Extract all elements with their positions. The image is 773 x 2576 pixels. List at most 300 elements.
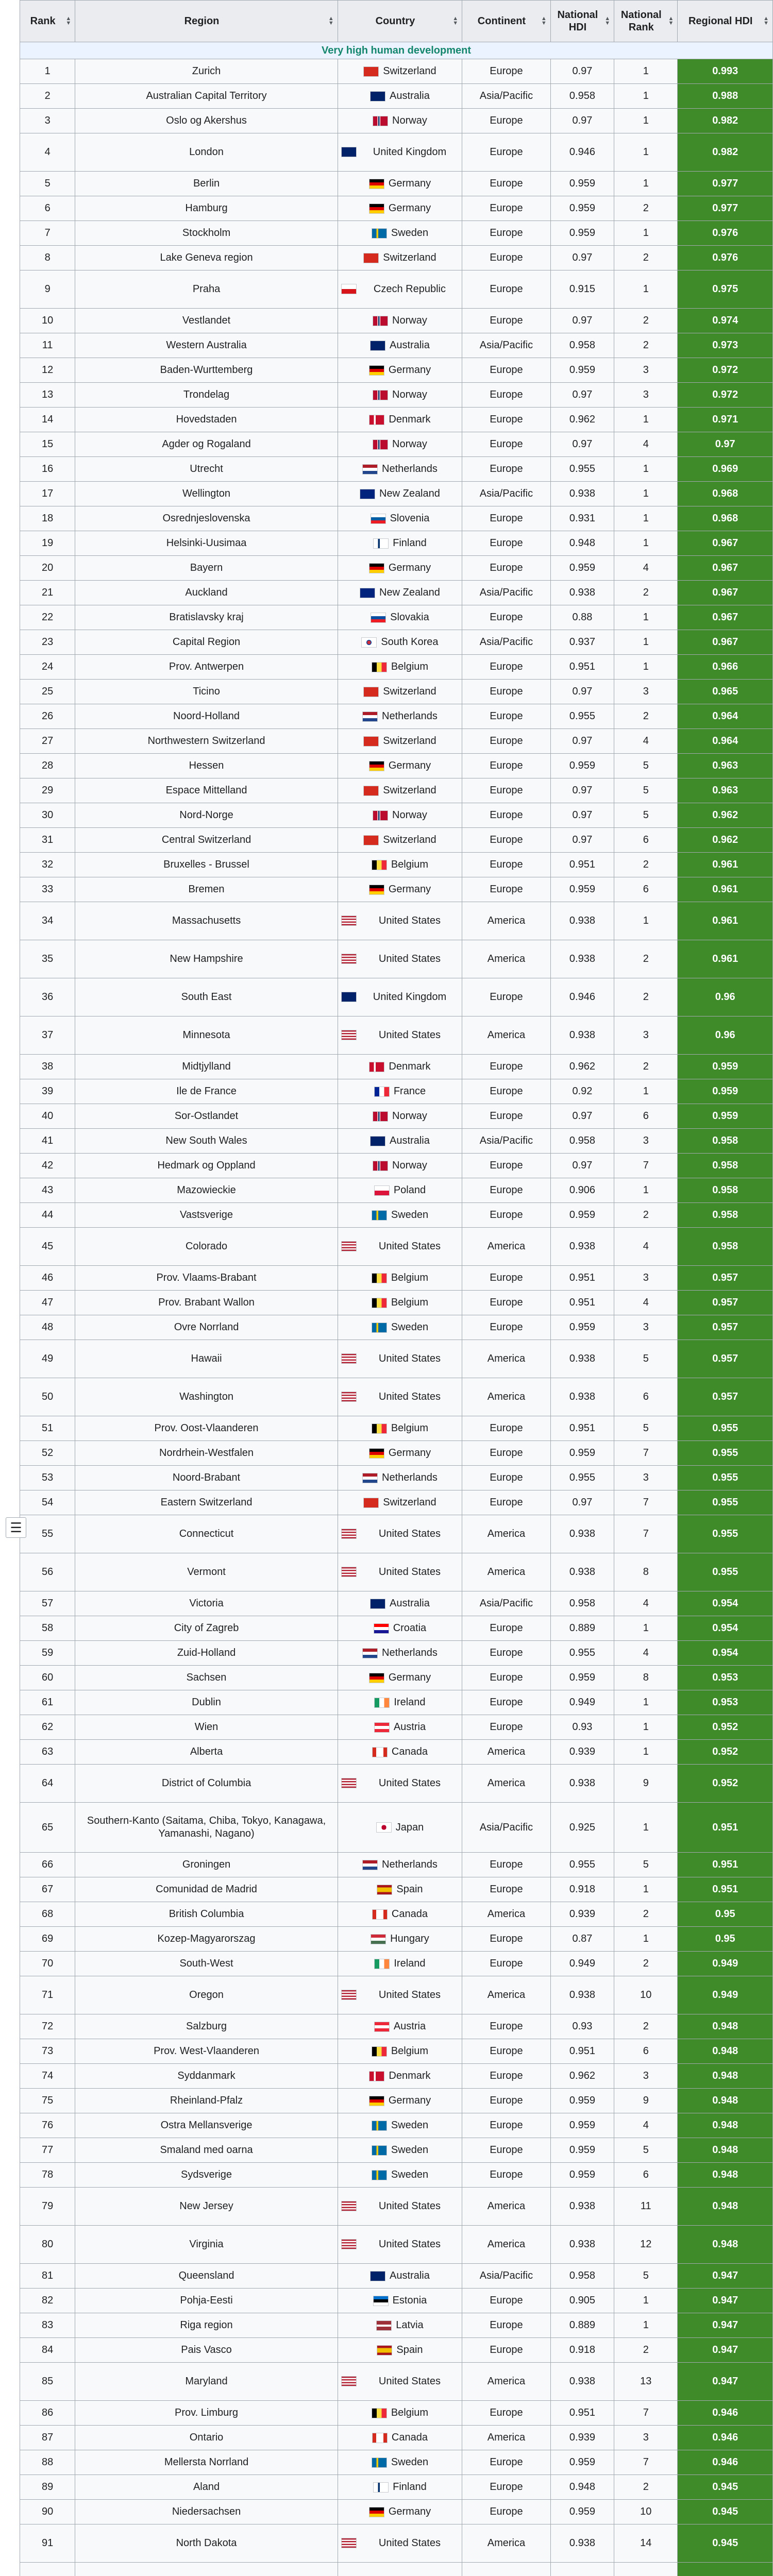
rank-cell: 57 — [20, 1591, 75, 1616]
table-row — [20, 2188, 773, 2226]
table-row — [20, 680, 773, 704]
national-hdi-cell: 0.97 — [550, 1154, 614, 1178]
continent-cell: America — [462, 2524, 551, 2563]
country-link[interactable]: Netherlands — [382, 1859, 438, 1870]
country-link[interactable]: United States — [378, 1353, 441, 1364]
country-link[interactable]: Norway — [392, 1110, 427, 1122]
rank-cell: 81 — [20, 2264, 75, 2289]
country-link[interactable]: United States — [378, 915, 441, 926]
country-link[interactable]: United States — [378, 1241, 441, 1252]
region-cell: City of Zagreb — [75, 1616, 338, 1641]
national-rank-cell: 3 — [614, 1315, 678, 1340]
region-cell: Prov. Limburg — [75, 2401, 338, 2426]
column-header-region[interactable] — [75, 1, 338, 42]
country-link[interactable]: Norway — [392, 1160, 427, 1171]
country-link[interactable]: Germany — [388, 1447, 431, 1459]
national-hdi-cell: 0.931 — [550, 506, 614, 531]
national-hdi-cell: 0.951 — [550, 2039, 614, 2064]
national-hdi-cell: 0.959 — [550, 172, 614, 196]
country-link[interactable]: United States — [378, 1528, 441, 1539]
table-row — [20, 853, 773, 877]
regional-hdi-cell: 0.952 — [678, 1715, 773, 1740]
rank-cell: 38 — [20, 1055, 75, 1079]
norway-flag-icon — [373, 439, 388, 450]
continent-cell: Europe — [462, 729, 551, 754]
continent-cell: Europe — [462, 1466, 551, 1490]
country-link[interactable]: Australia — [390, 90, 430, 101]
national-hdi-cell: 0.938 — [550, 1340, 614, 1378]
country-link[interactable]: Germany — [388, 364, 431, 376]
country-link[interactable]: France — [393, 1086, 426, 1097]
australia-flag-icon — [370, 341, 385, 351]
country-link[interactable]: Croatia — [393, 1622, 427, 1634]
country-link[interactable]: Finland — [393, 537, 427, 549]
poland-flag-icon — [374, 1185, 390, 1196]
sort-icon[interactable]: ▲ ▼ — [328, 15, 334, 26]
country-cell — [338, 133, 462, 172]
sort-icon[interactable]: ▲ ▼ — [65, 15, 72, 26]
table-row — [20, 1466, 773, 1490]
switzerland-flag-icon — [363, 786, 379, 796]
continent-cell: Europe — [462, 704, 551, 729]
country-link[interactable]: Switzerland — [383, 735, 436, 747]
region-cell: Utrecht — [75, 457, 338, 482]
national-rank-cell: 1 — [614, 2289, 678, 2313]
country-link[interactable]: United States — [378, 2376, 441, 2387]
toc-toggle-button[interactable] — [6, 1517, 26, 1538]
table-row — [20, 1591, 773, 1616]
country-link[interactable]: Belgium — [391, 1272, 429, 1283]
national-rank-cell: 8 — [614, 1666, 678, 1690]
continent-cell: Europe — [462, 2064, 551, 2089]
country-link[interactable]: Denmark — [389, 1061, 431, 1072]
country-link[interactable]: United States — [378, 1566, 441, 1578]
country-link[interactable]: Netherlands — [382, 463, 438, 474]
continent-cell: Europe — [462, 2401, 551, 2426]
table-row — [20, 2401, 773, 2426]
continent-cell: America — [462, 1976, 551, 2014]
united-states-flag-icon — [341, 1392, 357, 1402]
national-rank-cell: 5 — [614, 1416, 678, 1441]
united-states-flag-icon — [341, 1353, 357, 1364]
country-link[interactable]: Germany — [388, 562, 431, 573]
country-link[interactable]: Finland — [393, 2481, 427, 2493]
country-link[interactable]: Netherlands — [382, 710, 438, 722]
regional-hdi-cell: 0.967 — [678, 556, 773, 581]
country-link[interactable]: United States — [378, 1989, 441, 2001]
region-cell: Ovre Norrland — [75, 1315, 338, 1340]
rank-cell: 28 — [20, 754, 75, 778]
country-link[interactable]: Estonia — [392, 2295, 427, 2306]
country-link[interactable]: Netherlands — [382, 1647, 438, 1658]
country-link[interactable]: Australia — [390, 1135, 430, 1146]
region-cell: Alberta — [75, 1740, 338, 1765]
country-cell — [338, 978, 462, 1016]
national-rank-cell: 10 — [614, 2500, 678, 2524]
rank-cell: 66 — [20, 1853, 75, 1877]
country-link[interactable]: Hungary — [390, 1933, 429, 1944]
united-kingdom-flag-icon — [341, 147, 357, 157]
national-hdi-cell: 0.97 — [550, 246, 614, 270]
continent-cell: Europe — [462, 1666, 551, 1690]
region-cell: Baden-Wurttemberg — [75, 358, 338, 383]
country-cell — [338, 1055, 462, 1079]
region-cell: Mellersta Norrland — [75, 2450, 338, 2475]
country-link[interactable]: United States — [378, 2200, 441, 2212]
table-row — [20, 1740, 773, 1765]
continent-cell: Europe — [462, 2500, 551, 2524]
continent-cell: Europe — [462, 2163, 551, 2188]
continent-cell: Europe — [462, 1490, 551, 1515]
national-hdi-cell: 0.918 — [550, 2338, 614, 2363]
country-cell — [338, 1877, 462, 1902]
country-link[interactable]: United States — [378, 1777, 441, 1789]
rank-cell: 61 — [20, 1690, 75, 1715]
national-rank-cell: 1 — [614, 172, 678, 196]
national-rank-cell: 9 — [614, 1765, 678, 1803]
continent-cell: Europe — [462, 2475, 551, 2500]
country-link[interactable]: Denmark — [389, 2070, 431, 2081]
regional-hdi-cell: 0.959 — [678, 1104, 773, 1129]
country-link[interactable]: Ireland — [394, 1958, 426, 1969]
table-row — [20, 309, 773, 333]
country-link[interactable]: United States — [378, 1029, 441, 1041]
national-hdi-cell: 0.949 — [550, 1952, 614, 1976]
sweden-flag-icon — [372, 2145, 387, 2156]
country-link[interactable]: Belgium — [391, 2045, 429, 2057]
table-row — [20, 457, 773, 482]
national-hdi-cell: 0.88 — [550, 605, 614, 630]
continent-cell: Europe — [462, 1952, 551, 1976]
rank-cell: 79 — [20, 2188, 75, 2226]
rank-cell: 22 — [20, 605, 75, 630]
country-link[interactable]: Sweden — [391, 2456, 429, 2468]
country-cell — [338, 1853, 462, 1877]
rank-cell: 89 — [20, 2475, 75, 2500]
table-row — [20, 2313, 773, 2338]
country-link[interactable]: United States — [378, 2239, 441, 2250]
rank-cell: 86 — [20, 2401, 75, 2426]
rank-cell: 5 — [20, 172, 75, 196]
australia-flag-icon — [370, 1136, 385, 1146]
rank-cell: 7 — [20, 221, 75, 246]
country-cell — [338, 1490, 462, 1515]
country-link[interactable]: Spain — [396, 2344, 423, 2355]
country-cell — [338, 877, 462, 902]
continent-cell: Europe — [462, 457, 551, 482]
germany-flag-icon — [369, 563, 384, 573]
rank-cell: 29 — [20, 778, 75, 803]
continent-cell: Europe — [462, 1715, 551, 1740]
country-link[interactable]: Norway — [392, 438, 427, 450]
table-row — [20, 754, 773, 778]
region-cell: Prov. Vlaams-Brabant — [75, 1266, 338, 1291]
country-link[interactable]: Canada — [391, 2432, 428, 2443]
country-link[interactable]: Switzerland — [383, 785, 436, 796]
country-link[interactable]: Australia — [390, 340, 430, 351]
rank-cell: 19 — [20, 531, 75, 556]
country-link[interactable]: South Korea — [381, 636, 439, 648]
rank-cell: 41 — [20, 1129, 75, 1154]
table-row — [20, 729, 773, 754]
regional-hdi-cell: 0.954 — [678, 1616, 773, 1641]
header-row — [20, 1, 773, 42]
country-cell — [338, 1666, 462, 1690]
region-cell: Virginia — [75, 2226, 338, 2264]
region-cell: Vermont — [75, 1553, 338, 1591]
country-link[interactable]: Australia — [390, 1598, 430, 1609]
national-hdi-cell: 0.938 — [550, 1765, 614, 1803]
country-link[interactable]: United States — [378, 1391, 441, 1402]
continent-cell: America — [462, 2226, 551, 2264]
national-hdi-cell: 0.951 — [550, 655, 614, 680]
country-link[interactable]: Germany — [388, 178, 431, 189]
country-cell — [338, 270, 462, 309]
national-hdi-cell: 0.958 — [550, 84, 614, 109]
national-rank-cell: 8 — [614, 1553, 678, 1591]
country-link[interactable]: Norway — [392, 809, 427, 821]
continent-cell: Europe — [462, 2014, 551, 2039]
belgium-flag-icon — [372, 1273, 387, 1283]
country-cell — [338, 2089, 462, 2113]
sort-icon[interactable]: ▲ ▼ — [668, 15, 674, 26]
regional-hdi-cell: 0.947 — [678, 2363, 773, 2401]
canada-flag-icon — [372, 2433, 388, 2443]
column-header-national-rank[interactable] — [614, 1, 678, 42]
national-rank-cell: 1 — [614, 506, 678, 531]
country-link[interactable]: Switzerland — [383, 1497, 436, 1508]
national-rank-cell: 6 — [614, 1104, 678, 1129]
country-link[interactable]: Spain — [396, 1884, 423, 1895]
continent-cell: Europe — [462, 59, 551, 84]
country-link[interactable]: Czech Republic — [373, 283, 446, 295]
regional-hdi-cell: 0.964 — [678, 704, 773, 729]
column-header-label: Regional HDI — [688, 15, 753, 27]
national-rank-cell: 7 — [614, 2450, 678, 2475]
switzerland-flag-icon — [363, 687, 379, 697]
country-link[interactable]: Belgium — [391, 1422, 429, 1434]
belgium-flag-icon — [372, 1298, 387, 1308]
rank-cell: 23 — [20, 630, 75, 655]
table-row — [20, 1441, 773, 1466]
national-hdi-cell: 0.948 — [550, 2475, 614, 2500]
continent-cell: Europe — [462, 1291, 551, 1315]
table-row — [20, 1853, 773, 1877]
country-link[interactable]: Sweden — [391, 2120, 429, 2131]
region-cell: Lake Geneva region — [75, 246, 338, 270]
country-cell — [338, 1715, 462, 1740]
national-rank-cell: 5 — [614, 2138, 678, 2163]
country-link[interactable]: Austria — [393, 1721, 426, 1733]
national-hdi-cell: 0.946 — [550, 133, 614, 172]
national-rank-cell: 6 — [614, 1378, 678, 1416]
column-header-national-hdi[interactable] — [550, 1, 614, 42]
national-hdi-cell: 0.918 — [550, 1877, 614, 1902]
country-link[interactable]: Belgium — [391, 859, 429, 870]
country-link[interactable]: Germany — [388, 2095, 431, 2106]
country-link[interactable]: Belgium — [391, 661, 429, 672]
regional-hdi-cell: 0.958 — [678, 1203, 773, 1228]
country-cell — [338, 1952, 462, 1976]
regional-hdi-cell: 0.974 — [678, 309, 773, 333]
regional-hdi-cell: 0.976 — [678, 221, 773, 246]
regional-hdi-cell: 0.955 — [678, 1416, 773, 1441]
country-link[interactable]: Switzerland — [383, 686, 436, 697]
country-link[interactable]: Switzerland — [383, 252, 436, 263]
national-hdi-cell: 0.939 — [550, 2426, 614, 2450]
table-row — [20, 1129, 773, 1154]
country-cell — [338, 581, 462, 605]
continent-cell: Europe — [462, 221, 551, 246]
country-link[interactable]: United States — [378, 2537, 441, 2549]
country-link[interactable]: Belgium — [391, 2407, 429, 2418]
country-link[interactable]: United Kingdom — [373, 991, 447, 1003]
rank-cell: 31 — [20, 828, 75, 853]
regional-hdi-cell: 0.957 — [678, 1266, 773, 1291]
country-link[interactable]: Sweden — [391, 1321, 429, 1333]
country-link[interactable]: Switzerland — [383, 834, 436, 845]
national-rank-cell: 6 — [614, 2039, 678, 2064]
country-link[interactable]: Canada — [391, 1746, 428, 1757]
country-link[interactable]: Denmark — [389, 414, 431, 425]
national-hdi-cell: 0.889 — [550, 1616, 614, 1641]
national-hdi-cell: 0.959 — [550, 2500, 614, 2524]
country-link[interactable]: Norway — [392, 315, 427, 326]
rank-cell: 52 — [20, 1441, 75, 1466]
sweden-flag-icon — [372, 228, 387, 239]
rank-cell: 77 — [20, 2138, 75, 2163]
national-hdi-cell: 0.962 — [550, 2064, 614, 2089]
continent-cell: Europe — [462, 605, 551, 630]
rank-cell: 42 — [20, 1154, 75, 1178]
country-link[interactable]: Poland — [393, 1184, 426, 1196]
column-header-continent[interactable] — [462, 1, 551, 42]
national-rank-cell: 11 — [614, 2188, 678, 2226]
national-rank-cell: 2 — [614, 2475, 678, 2500]
country-link[interactable]: Germany — [388, 202, 431, 214]
table-row — [20, 1315, 773, 1340]
country-link[interactable]: Germany — [388, 2506, 431, 2517]
rank-cell: 32 — [20, 853, 75, 877]
national-hdi-cell: 0.938 — [550, 1515, 614, 1553]
sort-icon[interactable]: ▲ ▼ — [452, 15, 459, 26]
national-rank-cell: 7 — [614, 1515, 678, 1553]
rank-cell: 73 — [20, 2039, 75, 2064]
national-rank-cell: 2 — [614, 246, 678, 270]
switzerland-flag-icon — [363, 736, 379, 747]
group-row — [20, 42, 773, 59]
regional-hdi-cell: 0.948 — [678, 2039, 773, 2064]
national-rank-cell: 12 — [614, 2226, 678, 2264]
country-cell — [338, 109, 462, 133]
national-rank-cell: 14 — [614, 2524, 678, 2563]
rank-cell: 70 — [20, 1952, 75, 1976]
country-cell — [338, 531, 462, 556]
country-link[interactable]: Austria — [393, 2021, 426, 2032]
country-link[interactable]: Norway — [392, 389, 427, 400]
continent-cell: Europe — [462, 1853, 551, 1877]
rank-cell: 47 — [20, 1291, 75, 1315]
regional-hdi-cell: 0.964 — [678, 729, 773, 754]
table-row — [20, 1228, 773, 1266]
country-link[interactable]: Belgium — [391, 1297, 429, 1308]
region-cell: Osrednjeslovenska — [75, 506, 338, 531]
region-cell: Midtjylland — [75, 1055, 338, 1079]
country-link[interactable]: Netherlands — [382, 1472, 438, 1483]
country-link[interactable]: New Zealand — [379, 488, 440, 499]
column-header-regional-hdi[interactable] — [678, 1, 773, 42]
table-row — [20, 2113, 773, 2138]
rank-cell: 90 — [20, 2500, 75, 2524]
sort-icon[interactable]: ▲ ▼ — [541, 15, 547, 26]
country-link[interactable]: United Kingdom — [373, 146, 447, 158]
country-link[interactable]: Ireland — [394, 1697, 426, 1708]
country-link[interactable]: Germany — [388, 884, 431, 895]
continent-cell: Europe — [462, 1641, 551, 1666]
table-row — [20, 196, 773, 221]
country-link[interactable]: United States — [378, 953, 441, 964]
country-link[interactable]: Australia — [390, 2270, 430, 2281]
regional-hdi-cell: 0.954 — [678, 1591, 773, 1616]
region-cell: Wellington — [75, 482, 338, 506]
country-link[interactable]: Canada — [391, 1908, 428, 1920]
national-rank-cell: 1 — [614, 1715, 678, 1740]
national-rank-cell: 4 — [614, 432, 678, 457]
sort-icon[interactable]: ▲ ▼ — [763, 15, 769, 26]
rank-cell: 50 — [20, 1378, 75, 1416]
national-hdi-cell: 0.87 — [550, 1927, 614, 1952]
country-link[interactable]: Germany — [388, 760, 431, 771]
country-link[interactable]: Sweden — [391, 227, 429, 239]
column-header-rank[interactable] — [20, 1, 75, 42]
country-link[interactable]: Latvia — [396, 2319, 424, 2331]
region-cell: Vastsverige — [75, 1203, 338, 1228]
regional-hdi-cell: 0.958 — [678, 1154, 773, 1178]
rank-cell: 64 — [20, 1765, 75, 1803]
country-link[interactable]: Sweden — [391, 2169, 429, 2180]
table-row — [20, 1378, 773, 1416]
region-cell: New Hampshire — [75, 940, 338, 978]
country-link[interactable]: Slovakia — [390, 612, 429, 623]
regional-hdi-cell: 0.962 — [678, 828, 773, 853]
column-header-label: Continent — [477, 15, 526, 27]
sort-icon[interactable]: ▲ ▼ — [604, 15, 611, 26]
country-link[interactable]: Germany — [388, 1672, 431, 1683]
hungary-flag-icon — [371, 1934, 386, 1944]
country-link[interactable]: Switzerland — [383, 65, 436, 77]
sweden-flag-icon — [372, 1323, 387, 1333]
regional-hdi-cell: 0.945 — [678, 2524, 773, 2563]
table-row — [20, 1641, 773, 1666]
table-row — [20, 2563, 773, 2576]
regional-hdi-cell: 0.967 — [678, 581, 773, 605]
country-link[interactable]: Slovenia — [390, 513, 430, 524]
table-row — [20, 1765, 773, 1803]
column-header-label: Rank — [30, 15, 56, 27]
national-rank-cell: 7 — [614, 1490, 678, 1515]
country-link[interactable]: Japan — [395, 1821, 424, 1833]
national-rank-cell: 1 — [614, 482, 678, 506]
national-hdi-cell: 0.959 — [550, 221, 614, 246]
table-row — [20, 531, 773, 556]
continent-cell: Europe — [462, 270, 551, 309]
national-hdi-cell: 0.938 — [550, 581, 614, 605]
column-header-country[interactable] — [338, 1, 462, 42]
country-link[interactable]: Sweden — [391, 1209, 429, 1221]
country-link[interactable]: Sweden — [391, 2144, 429, 2156]
country-link[interactable]: Norway — [392, 115, 427, 126]
country-link[interactable]: New Zealand — [379, 587, 440, 598]
